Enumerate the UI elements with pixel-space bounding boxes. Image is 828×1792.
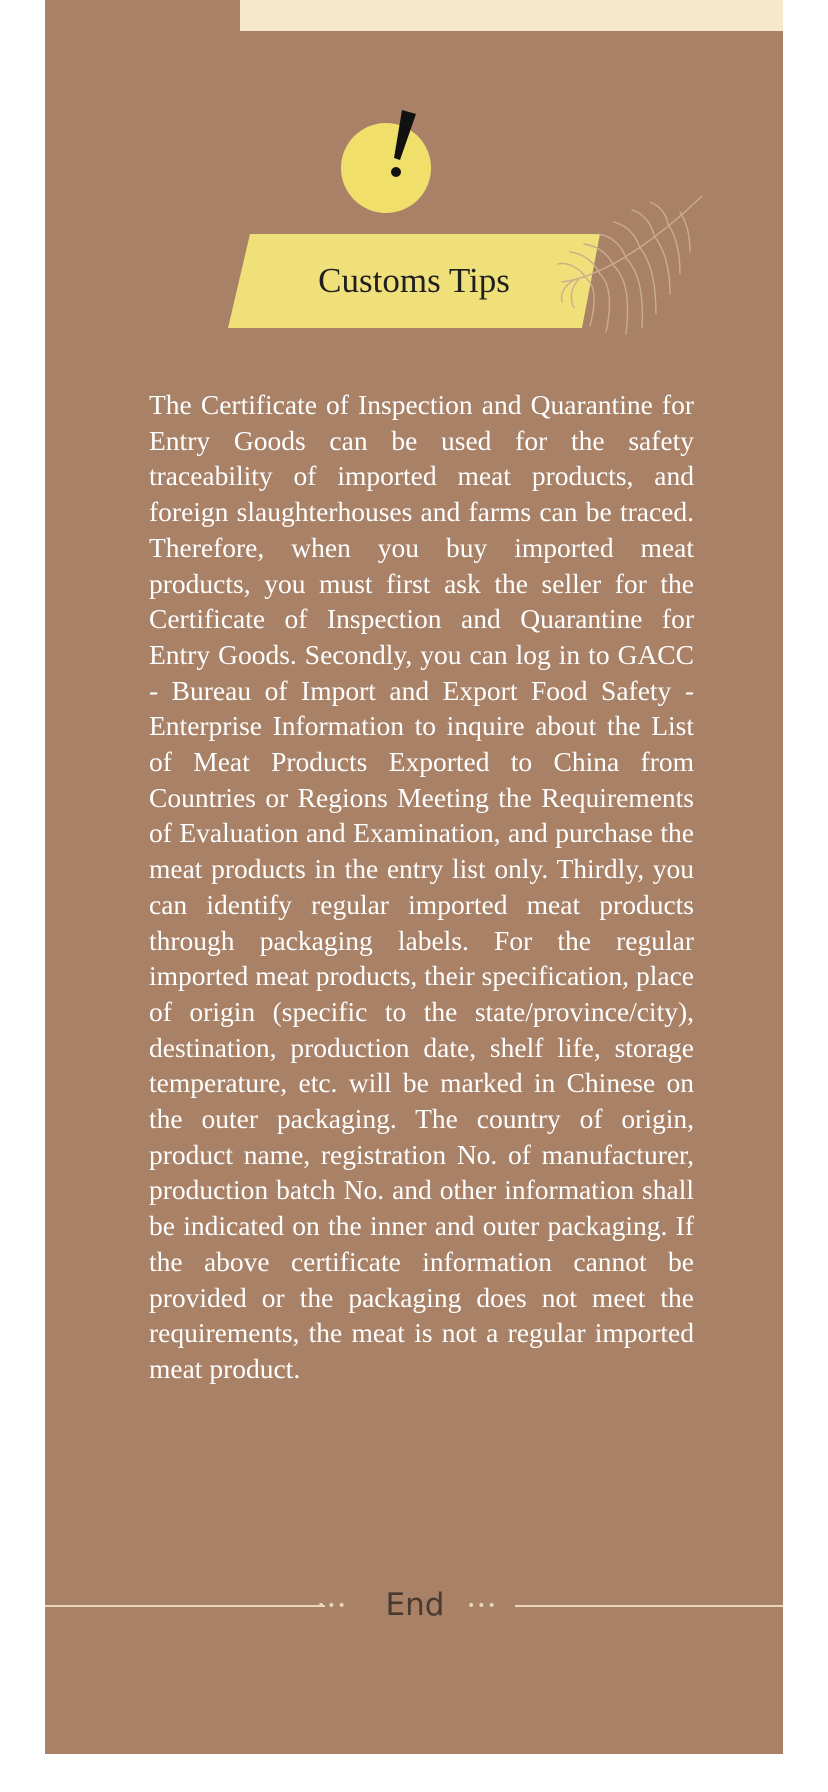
page-title: Customs Tips xyxy=(318,261,510,300)
article-body: The Certificate of Inspection and Quarantine for Entry Goods can be used for the safety traceability of imported meat products, and foreign slaughterhouses and farms can be traced. Therefore, when you buy imported meat products, you must first ask the seller for the Certificate of Inspection and Quarantine for Entry Goods. Secondly, you can log in to GACC - Bureau of Import and Export Food Safety - Enterprise Information to inquire about the List of Meat Products Exported to China from Countries or Regions Meeting the Requirements of Evaluation and Examination, and purchase the meat products in the entry list only. Thirdly, you can identify regular imported meat products through packaging labels. For the regular imported meat products, their specification, place of origin (specific to the state/province/city), destination, production date, shelf life, storage temperature, etc. will be marked in Chinese on the outer packaging. The country of origin, product name, registration No. of manufacturer, production batch No. and other information shall be indicated on the inner and outer packaging. If the above certificate information cannot be provided or the packaging does not meet the requirements, the meat is not a regular imported meat product. xyxy=(149,389,694,1384)
feather-leaf-icon xyxy=(556,190,708,340)
end-divider xyxy=(45,1580,783,1630)
title-banner xyxy=(228,234,600,328)
exclamation-circle-icon xyxy=(340,106,440,218)
dots-left: ••• xyxy=(317,1598,348,1614)
top-strip xyxy=(240,0,783,31)
dots-right: ••• xyxy=(467,1598,498,1614)
end-label: End xyxy=(385,1587,445,1623)
divider-line-left xyxy=(45,1605,325,1607)
divider-line-right xyxy=(515,1605,783,1607)
